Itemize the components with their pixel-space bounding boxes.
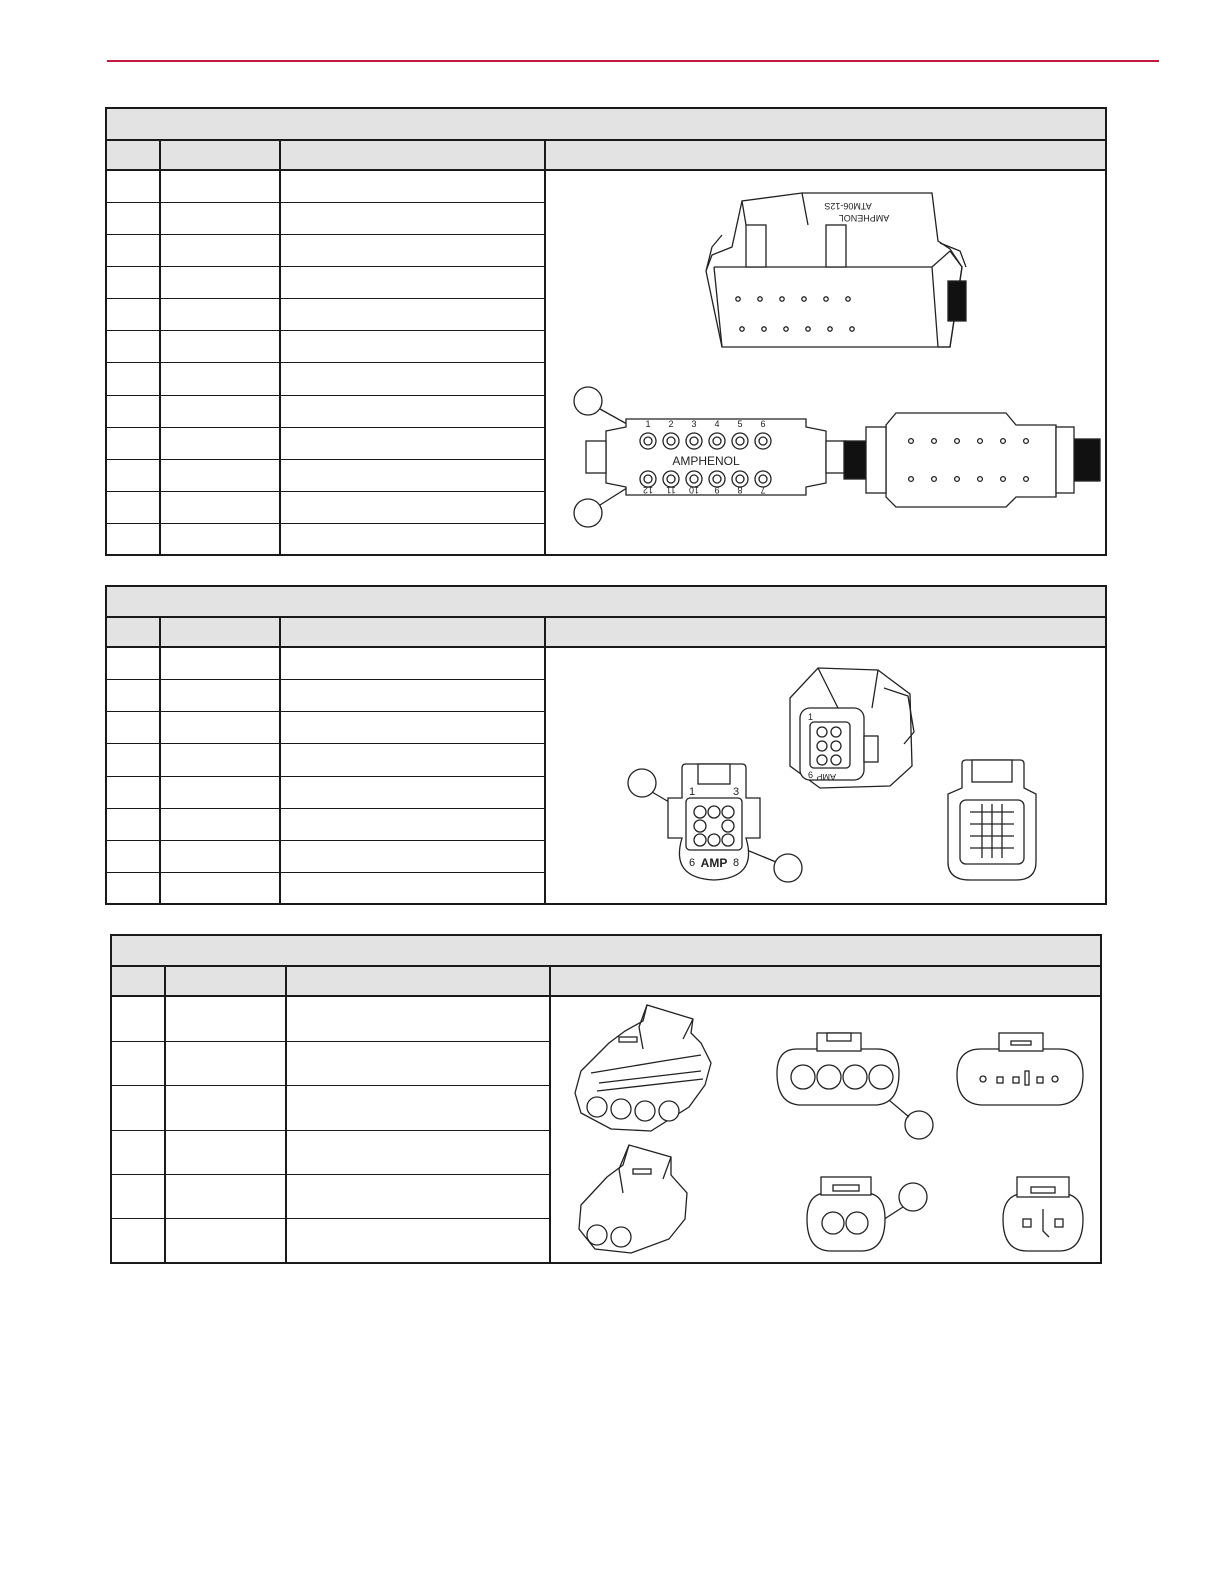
iso-4pin-drawing <box>575 1005 711 1131</box>
pin-label-6: 6 <box>688 857 696 869</box>
pin-label-12: 12 <box>642 485 654 495</box>
rear-2pin-drawing <box>1003 1177 1083 1251</box>
row-divider <box>107 808 544 809</box>
iso-pin-label-1: 1 <box>808 712 814 722</box>
pin-label-10: 10 <box>688 485 700 495</box>
row-divider <box>112 1041 549 1042</box>
iso-2pin-drawing <box>579 1145 687 1253</box>
rear-view-drawing <box>948 760 1036 880</box>
face-brand-label: AMPHENOL <box>672 454 740 468</box>
housing-label-line1: AMPHENOL <box>838 213 890 223</box>
connector-table-12pin <box>105 107 1107 556</box>
row-divider <box>107 298 544 299</box>
connector-4pin-2pin-illustration <box>551 997 1100 1262</box>
row-divider <box>107 679 544 680</box>
col-divider <box>159 618 161 903</box>
pin-label-1: 1 <box>688 786 696 798</box>
pin-label-8: 8 <box>732 857 740 869</box>
row-divider <box>107 711 544 712</box>
row-divider <box>107 743 544 744</box>
row-divider <box>107 202 544 203</box>
row-divider <box>107 459 544 460</box>
header-rule <box>107 60 1159 62</box>
row-divider <box>112 1218 549 1219</box>
table-header-row <box>107 141 1105 171</box>
pin-label-3: 3 <box>691 419 697 429</box>
row-divider <box>107 395 544 396</box>
row-divider <box>107 266 544 267</box>
row-divider <box>107 776 544 777</box>
rear-4pin-drawing <box>957 1033 1083 1105</box>
row-divider <box>112 1174 549 1175</box>
row-divider <box>107 872 544 873</box>
rear-view-drawing <box>844 413 1100 507</box>
iso-view-drawing <box>790 668 914 788</box>
iso-brand-label: AMP <box>816 772 836 782</box>
iso-housing-drawing <box>706 193 966 347</box>
row-divider <box>107 840 544 841</box>
connector-table-4pin-2pin <box>110 934 1102 1264</box>
connector-table-8pin <box>105 585 1107 905</box>
col-divider <box>279 618 281 903</box>
face-view-drawing <box>574 387 846 527</box>
pin-label-4: 4 <box>714 419 720 429</box>
table-header-row <box>107 618 1105 648</box>
connector-8pin-illustration <box>546 648 1105 903</box>
pin-label-7: 7 <box>760 485 766 495</box>
row-divider <box>107 491 544 492</box>
face-2pin-drawing <box>807 1177 927 1251</box>
pin-label-8: 8 <box>737 485 743 495</box>
pin-label-2: 2 <box>668 419 674 429</box>
pin-label-9: 9 <box>714 485 720 495</box>
pin-label-11: 11 <box>666 485 676 495</box>
iso-pin-label-6: 6 <box>808 770 814 780</box>
housing-label-line2: ATM06-12S <box>824 201 872 211</box>
brand-label: AMP <box>700 856 728 870</box>
pin-label-5: 5 <box>737 419 743 429</box>
face-view-drawing <box>628 764 802 882</box>
table-title-bar <box>112 936 1100 967</box>
row-divider <box>107 362 544 363</box>
table-title-bar <box>107 587 1105 618</box>
pin-label-1: 1 <box>645 419 651 429</box>
pin-label-6: 6 <box>760 419 766 429</box>
connector-12pin-illustration <box>546 171 1105 554</box>
table-header-row <box>112 967 1100 997</box>
row-divider <box>112 1130 549 1131</box>
row-divider <box>112 1085 549 1086</box>
row-divider <box>107 427 544 428</box>
pin-label-3: 3 <box>732 786 740 798</box>
row-divider <box>107 234 544 235</box>
table-title-bar <box>107 109 1105 141</box>
row-divider <box>107 330 544 331</box>
face-4pin-drawing <box>777 1033 933 1139</box>
row-divider <box>107 523 544 524</box>
